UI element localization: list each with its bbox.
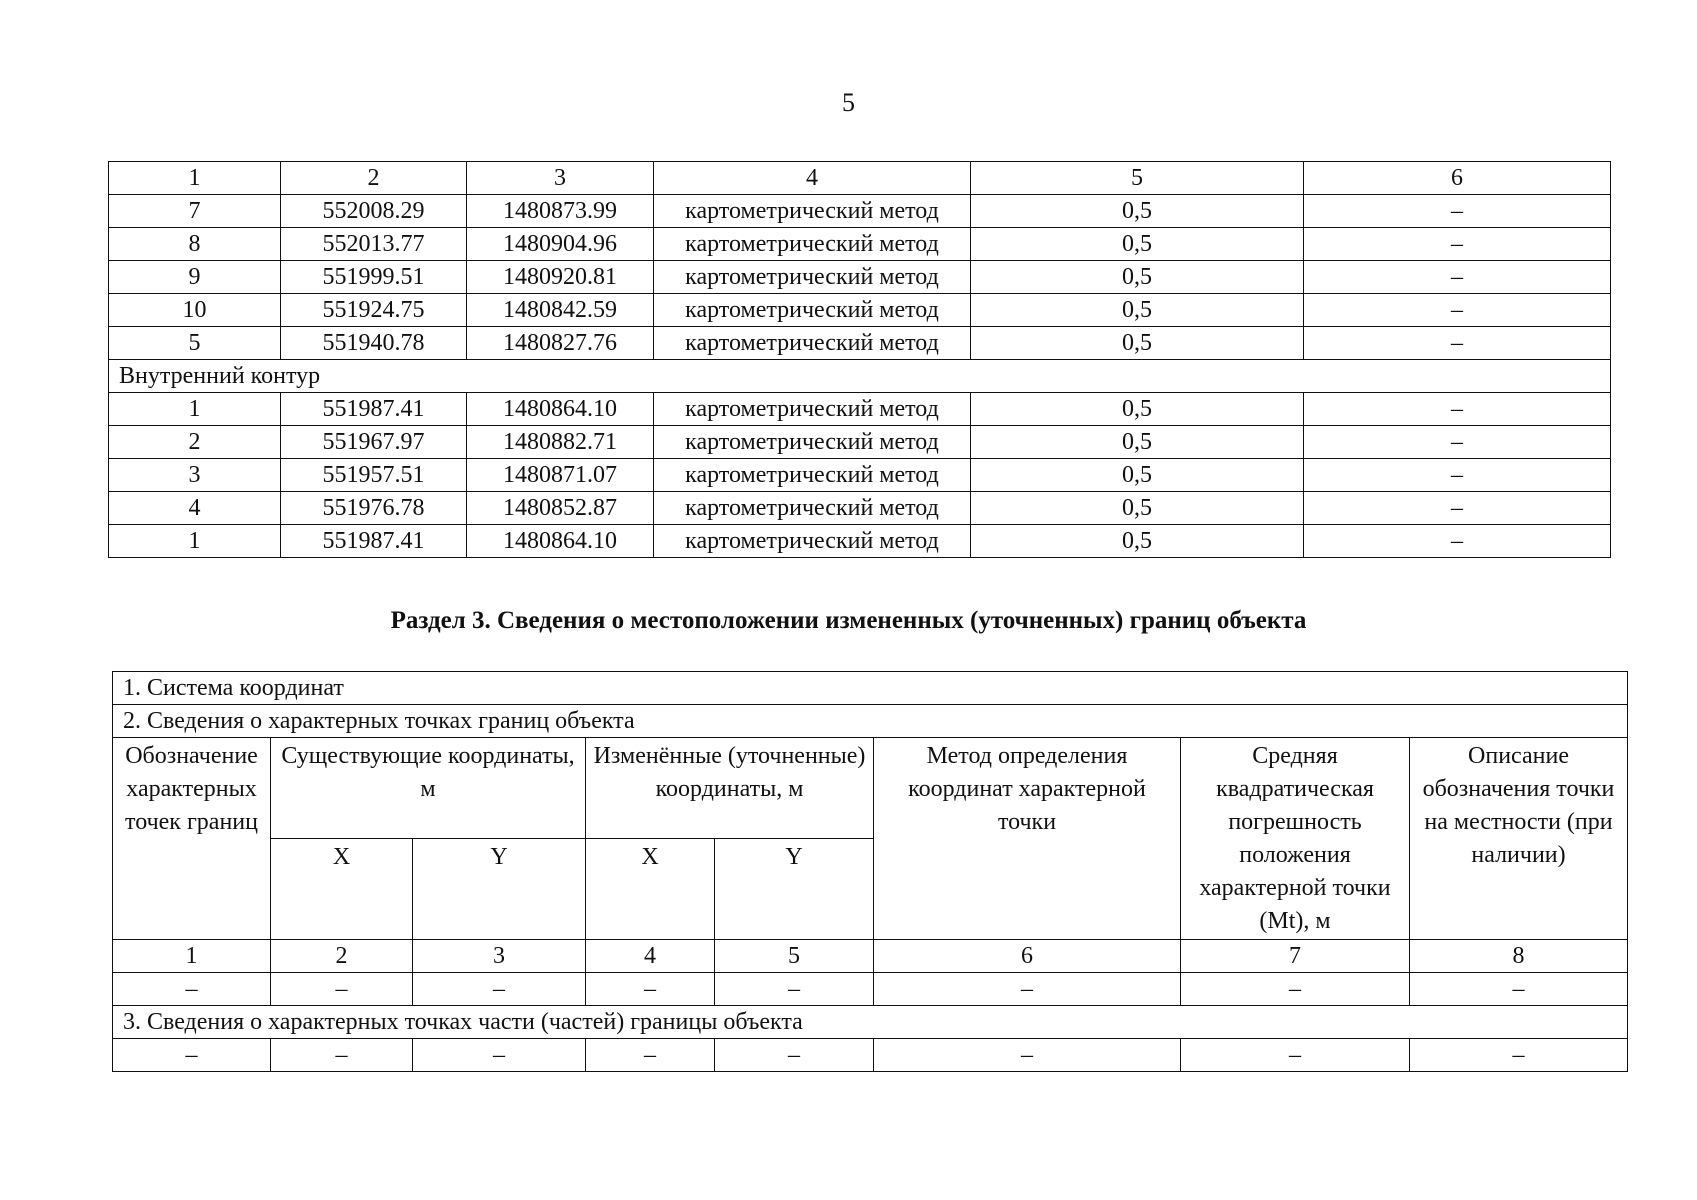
table-row [113,973,1628,1006]
boundary-points-table [108,161,1611,558]
table-cell: 0,5 [971,525,1304,558]
table-cell: 9 [109,261,281,294]
table-cell: 551987.41 [281,393,467,426]
error-header: Средняя квадратическая погрешность положения характерной точки (Mt), м [1181,738,1410,940]
table-cell: картометрический метод [654,195,971,228]
designation-header: Обозначение характерных точек границ [113,738,271,940]
table-cell: 1480904.96 [467,228,654,261]
column-number: 6 [874,940,1181,973]
column-number: 4 [586,940,715,973]
table-cell: 1480873.99 [467,195,654,228]
table-cell: – [413,1039,586,1072]
table-cell: 2 [109,426,281,459]
table-cell: – [271,1039,413,1072]
table-cell: – [113,1039,271,1072]
table-cell: 1480827.76 [467,327,654,360]
table-row [109,195,1611,228]
coordinate-system-label: 1. Система координат [113,672,1628,705]
table-cell: картометрический метод [654,228,971,261]
table-cell: – [1410,1039,1628,1072]
table-cell: 0,5 [971,327,1304,360]
column-number: 2 [271,940,413,973]
table-row [109,327,1611,360]
table-cell: – [1304,228,1611,261]
table-cell: – [874,1039,1181,1072]
column-number: 2 [281,162,467,195]
table-cell: – [1304,327,1611,360]
table-cell: 551967.97 [281,426,467,459]
table-cell: 1480864.10 [467,393,654,426]
table-row [109,294,1611,327]
description-header: Описание обозначения точки на местности (при наличии) [1410,738,1628,940]
table-cell: 552013.77 [281,228,467,261]
table-cell: 1480852.87 [467,492,654,525]
table-row [109,525,1611,558]
column-number: 5 [971,162,1304,195]
column-number: 5 [715,940,874,973]
points-info-label: 2. Сведения о характерных точках границ объекта [113,705,1628,738]
table-cell: 0,5 [971,459,1304,492]
table-row [109,228,1611,261]
changed-coords-header: Изменённые (уточненные) координаты, м [586,738,874,839]
table-cell: 552008.29 [281,195,467,228]
part-info-label: 3. Сведения о характерных точках части (частей) границы объекта [113,1006,1628,1039]
table-cell: – [715,973,874,1006]
table-cell: 8 [109,228,281,261]
method-header: Метод определения координат характерной точки [874,738,1181,940]
table-cell: 0,5 [971,294,1304,327]
table-row [109,393,1611,426]
column-number: 4 [654,162,971,195]
table-cell: 5 [109,327,281,360]
table-cell: – [1181,973,1410,1006]
column-number: 1 [113,940,271,973]
table-row [113,1006,1628,1039]
changed-boundaries-table [112,671,1628,1072]
table-header-row [109,162,1611,195]
table-header-row [113,738,1628,839]
table-cell: – [874,973,1181,1006]
page-number: 5 [842,88,855,117]
existing-coords-header: Существующие координаты, м [271,738,586,839]
y-changed-header: Y [715,839,874,940]
table-cell: 7 [109,195,281,228]
table-cell: – [1304,459,1611,492]
column-number: 1 [109,162,281,195]
table-cell: 1480842.59 [467,294,654,327]
table-cell: – [1304,261,1611,294]
table-cell: – [586,1039,715,1072]
table-cell: 10 [109,294,281,327]
column-number: 6 [1304,162,1611,195]
table-cell: – [715,1039,874,1072]
table-cell: 1480871.07 [467,459,654,492]
table-cell: 551957.51 [281,459,467,492]
table-row [109,360,1611,393]
table-cell: 1 [109,393,281,426]
table-cell: – [413,973,586,1006]
table-cell: 0,5 [971,261,1304,294]
table-cell: – [1304,294,1611,327]
table-cell: 1 [109,525,281,558]
table-cell: 1480864.10 [467,525,654,558]
table-cell: 0,5 [971,195,1304,228]
column-numbers-row [113,940,1628,973]
table-cell: 4 [109,492,281,525]
table-row [109,459,1611,492]
table-cell: картометрический метод [654,492,971,525]
table-cell: 0,5 [971,393,1304,426]
table-row [109,426,1611,459]
table-cell: 0,5 [971,228,1304,261]
column-number: 8 [1410,940,1628,973]
table-row [113,672,1628,705]
table-cell: картометрический метод [654,327,971,360]
table-cell: – [113,973,271,1006]
table-cell: – [586,973,715,1006]
inner-contour-label: Внутренний контур [109,360,1611,393]
table-row [113,1039,1628,1072]
table-cell: 1480882.71 [467,426,654,459]
table-cell: картометрический метод [654,426,971,459]
table-cell: – [1304,393,1611,426]
table-cell: картометрический метод [654,525,971,558]
boundary-points-table-body [109,162,1611,558]
table-cell: – [1410,973,1628,1006]
table-cell: 551987.41 [281,525,467,558]
x-changed-header: X [586,839,715,940]
table-cell: 0,5 [971,426,1304,459]
table-row [109,492,1611,525]
section-title: Раздел 3. Сведения о местоположении измененных (уточненных) границ объекта [390,607,1307,634]
column-number: 3 [467,162,654,195]
table-cell: – [1304,525,1611,558]
table-cell: 551924.75 [281,294,467,327]
table-cell: – [1304,195,1611,228]
table-cell: 551999.51 [281,261,467,294]
table-cell: картометрический метод [654,261,971,294]
column-number: 7 [1181,940,1410,973]
table-row [113,705,1628,738]
table-cell: 1480920.81 [467,261,654,294]
table-cell: картометрический метод [654,459,971,492]
table-cell: 551940.78 [281,327,467,360]
table-cell: – [1304,492,1611,525]
table-cell: картометрический метод [654,393,971,426]
table-cell: – [271,973,413,1006]
table-cell: 0,5 [971,492,1304,525]
table-cell: – [1181,1039,1410,1072]
table-cell: 3 [109,459,281,492]
table-cell: – [1304,426,1611,459]
table-cell: картометрический метод [654,294,971,327]
y-existing-header: Y [413,839,586,940]
table-cell: 551976.78 [281,492,467,525]
table-row [109,261,1611,294]
x-existing-header: X [271,839,413,940]
column-number: 3 [413,940,586,973]
